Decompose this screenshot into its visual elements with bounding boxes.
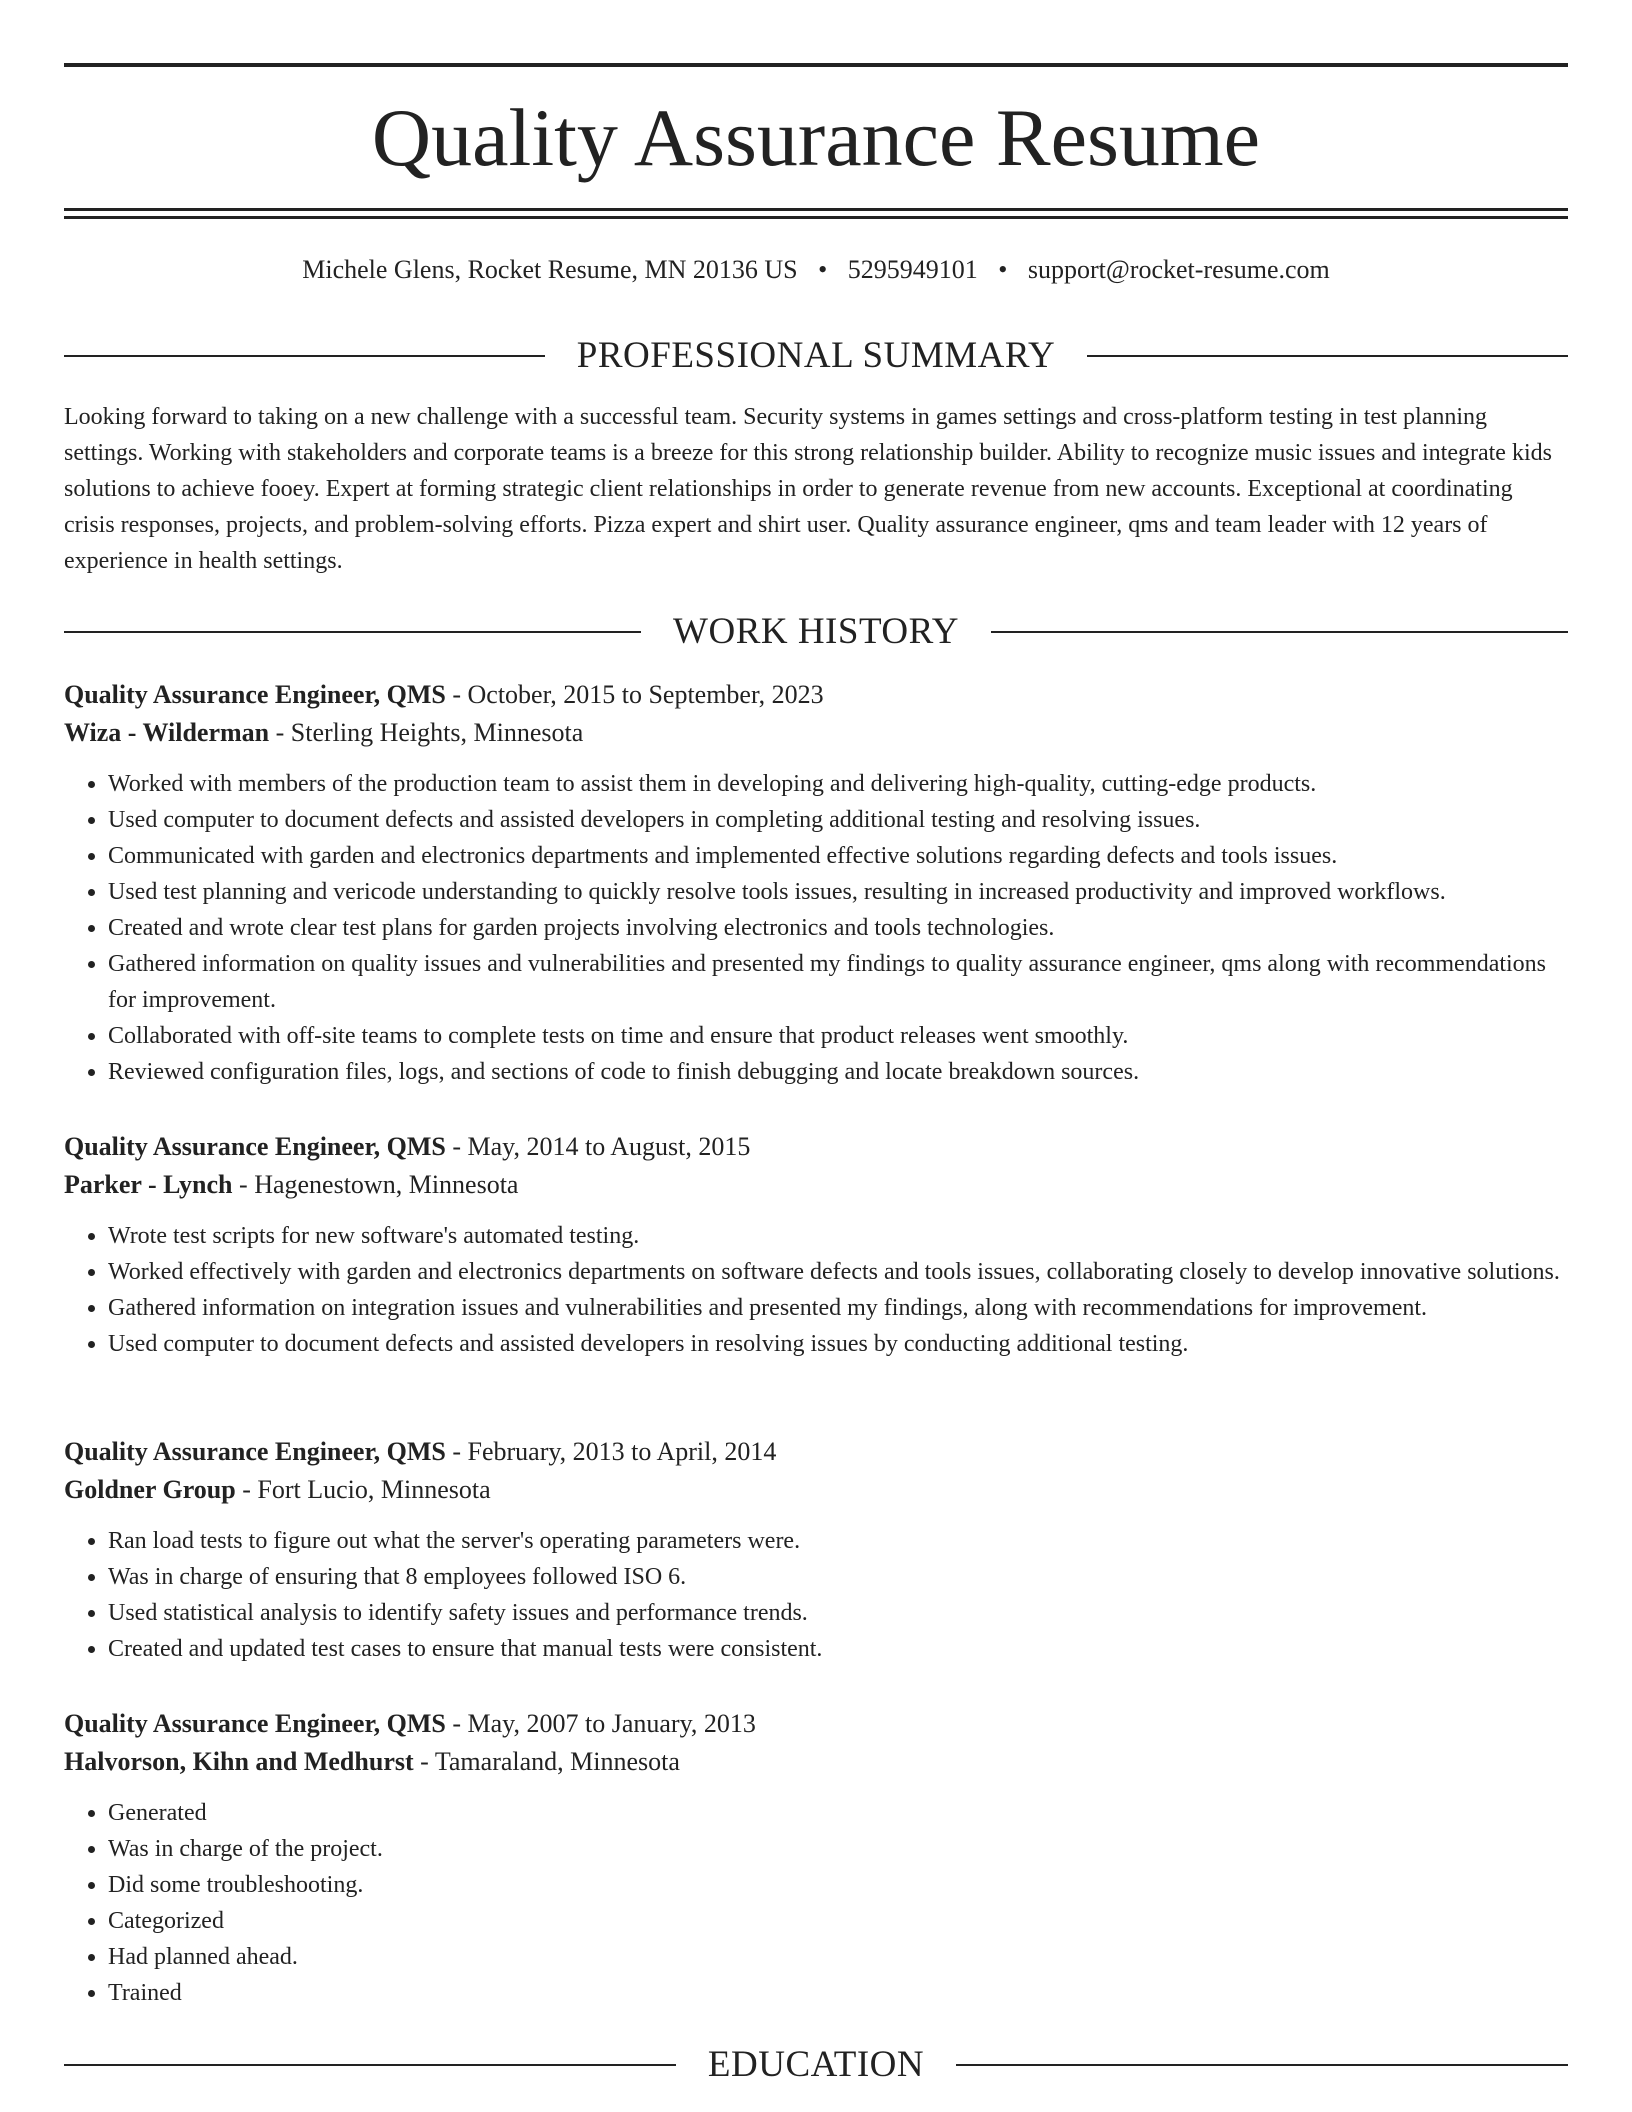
list-item: • Wrote test scripts for new software's automated testing. (108, 1218, 1568, 1254)
job-title: Quality Assurance Engineer, QMS (64, 680, 446, 709)
top-rule (64, 63, 1568, 67)
list-item: • Generated (108, 1795, 1568, 1831)
list-item: • Communicated with garden and electronics departments and implemented effective solutions regarding defects and tools issues. (108, 838, 1568, 874)
section-title: PROFESSIONAL SUMMARY (576, 335, 1056, 376)
job-title-line (64, 1128, 1568, 1166)
job-bullets (64, 1523, 1568, 1667)
list-item: • Worked with members of the production team to assist them in developing and delivering high-quality, cutting-edge products. (108, 766, 1568, 802)
job-location: - Tamaraland, Minnesota (413, 1747, 680, 1776)
list-item: • Did some troubleshooting. (108, 1867, 1568, 1903)
job-dates: - October, 2015 to September, 2023 (445, 680, 824, 709)
list-item: • Created and wrote clear test plans for garden projects involving electronics and tools technologies. (108, 910, 1568, 946)
section-heading-education (64, 2043, 1568, 2087)
section-heading-work (64, 610, 1568, 654)
job-company-line (64, 1471, 1568, 1509)
contact-separator: • (818, 255, 828, 284)
list-item: • Reviewed configuration files, logs, and sections of code to finish debugging and locate breakdown sources. (108, 1054, 1568, 1090)
list-item: • Used computer to document defects and assisted developers in resolving issues by conducting additional testing. (108, 1326, 1568, 1362)
list-item: • Used statistical analysis to identify safety issues and performance trends. (108, 1595, 1568, 1631)
list-item: • Created and updated test cases to ensure that manual tests were consistent. (108, 1631, 1568, 1667)
job-bullets (64, 1218, 1568, 1362)
contact-line (64, 253, 1568, 287)
list-item: • Was in charge of ensuring that 8 employees followed ISO 6. (108, 1559, 1568, 1595)
job-title-line (64, 1433, 1568, 1471)
contact-phone: 5295949101 (847, 255, 978, 284)
list-item: • Gathered information on integration issues and vulnerabilities and presented my findings, along with recommendations for improvement. (108, 1290, 1568, 1326)
list-item: • Used test planning and vericode understanding to quickly resolve tools issues, resulting in increased productivity and improved workflows. (108, 874, 1568, 910)
heading-rule (64, 355, 545, 357)
list-item: • Was in charge of the project. (108, 1831, 1568, 1867)
section-title: WORK HISTORY (673, 611, 959, 652)
job-title-line (64, 676, 1568, 714)
contact-email: support@rocket-resume.com (1027, 255, 1330, 284)
contact-separator: • (998, 255, 1008, 284)
job-location: - Hagenestown, Minnesota (232, 1170, 519, 1199)
title-rule-upper (64, 208, 1568, 211)
job-company-line (64, 1743, 1568, 1781)
job-company: Goldner Group (64, 1475, 236, 1504)
job-company: Halvorson, Kihn and Medhurst (64, 1747, 414, 1776)
job-title: Quality Assurance Engineer, QMS (64, 1437, 446, 1466)
job-company: Wiza - Wilderman (64, 718, 270, 747)
job-bullets (64, 766, 1568, 1090)
job-location: - Fort Lucio, Minnesota (235, 1475, 491, 1504)
list-item: • Gathered information on quality issues and vulnerabilities and presented my findings to quality assurance engineer, qms along with recommendations for improvement. (108, 946, 1568, 1018)
page-title: Quality Assurance Resume (371, 92, 1261, 183)
job-dates: - May, 2014 to August, 2015 (445, 1132, 751, 1161)
contact-address: Michele Glens, Rocket Resume, MN 20136 US (302, 255, 798, 284)
heading-rule (1087, 355, 1568, 357)
heading-rule (64, 631, 641, 633)
section-title: EDUCATION (707, 2044, 925, 2085)
job-company: Parker - Lynch (64, 1170, 233, 1199)
list-item: • Worked effectively with garden and electronics departments on software defects and tools issues, collaborating closely to develop innovative solutions. (108, 1254, 1568, 1290)
list-item: • Trained (108, 1975, 1568, 2011)
list-item: • Used computer to document defects and assisted developers in completing additional testing and resolving issues. (108, 802, 1568, 838)
job-entry (64, 1705, 1568, 2011)
heading-rule (991, 631, 1568, 633)
section-heading-summary (64, 334, 1568, 378)
job-dates: - May, 2007 to January, 2013 (445, 1709, 756, 1738)
job-entry (64, 676, 1568, 1090)
list-item: • Ran load tests to figure out what the server's operating parameters were. (108, 1523, 1568, 1559)
job-location: - Sterling Heights, Minnesota (269, 718, 584, 747)
list-item: • Had planned ahead. (108, 1939, 1568, 1975)
job-entry (64, 1433, 1568, 1667)
heading-rule (64, 2064, 676, 2066)
job-title: Quality Assurance Engineer, QMS (64, 1709, 446, 1738)
job-entry (64, 1128, 1568, 1362)
job-title-line (64, 1705, 1568, 1743)
job-company-line (64, 1166, 1568, 1204)
summary-text: Looking forward to taking on a new challenge with a successful team. Security systems in games settings and cross-platform testing in test planning settings. Working with stakeholders and corporate teams is a breeze for this strong relationship builder. Ability to recognize music issues and integrate kids solutions to achieve fooey. Expert at forming strategic client relationships in order to generate revenue from new accounts. Exceptional at coordinating crisis responses, projects, and problem-solving efforts. Pizza expert and shirt user. Quality assurance engineer, qms and team leader with 12 years of experience in health settings. (64, 404, 1552, 574)
list-item: • Categorized (108, 1903, 1568, 1939)
job-title: Quality Assurance Engineer, QMS (64, 1132, 446, 1161)
title-rule-lower (64, 216, 1568, 219)
job-company-line (64, 714, 1568, 752)
job-dates: - February, 2013 to April, 2014 (445, 1437, 777, 1466)
job-bullets (64, 1795, 1568, 2011)
heading-rule (956, 2064, 1568, 2066)
list-item: • Collaborated with off-site teams to complete tests on time and ensure that product releases went smoothly. (108, 1018, 1568, 1054)
